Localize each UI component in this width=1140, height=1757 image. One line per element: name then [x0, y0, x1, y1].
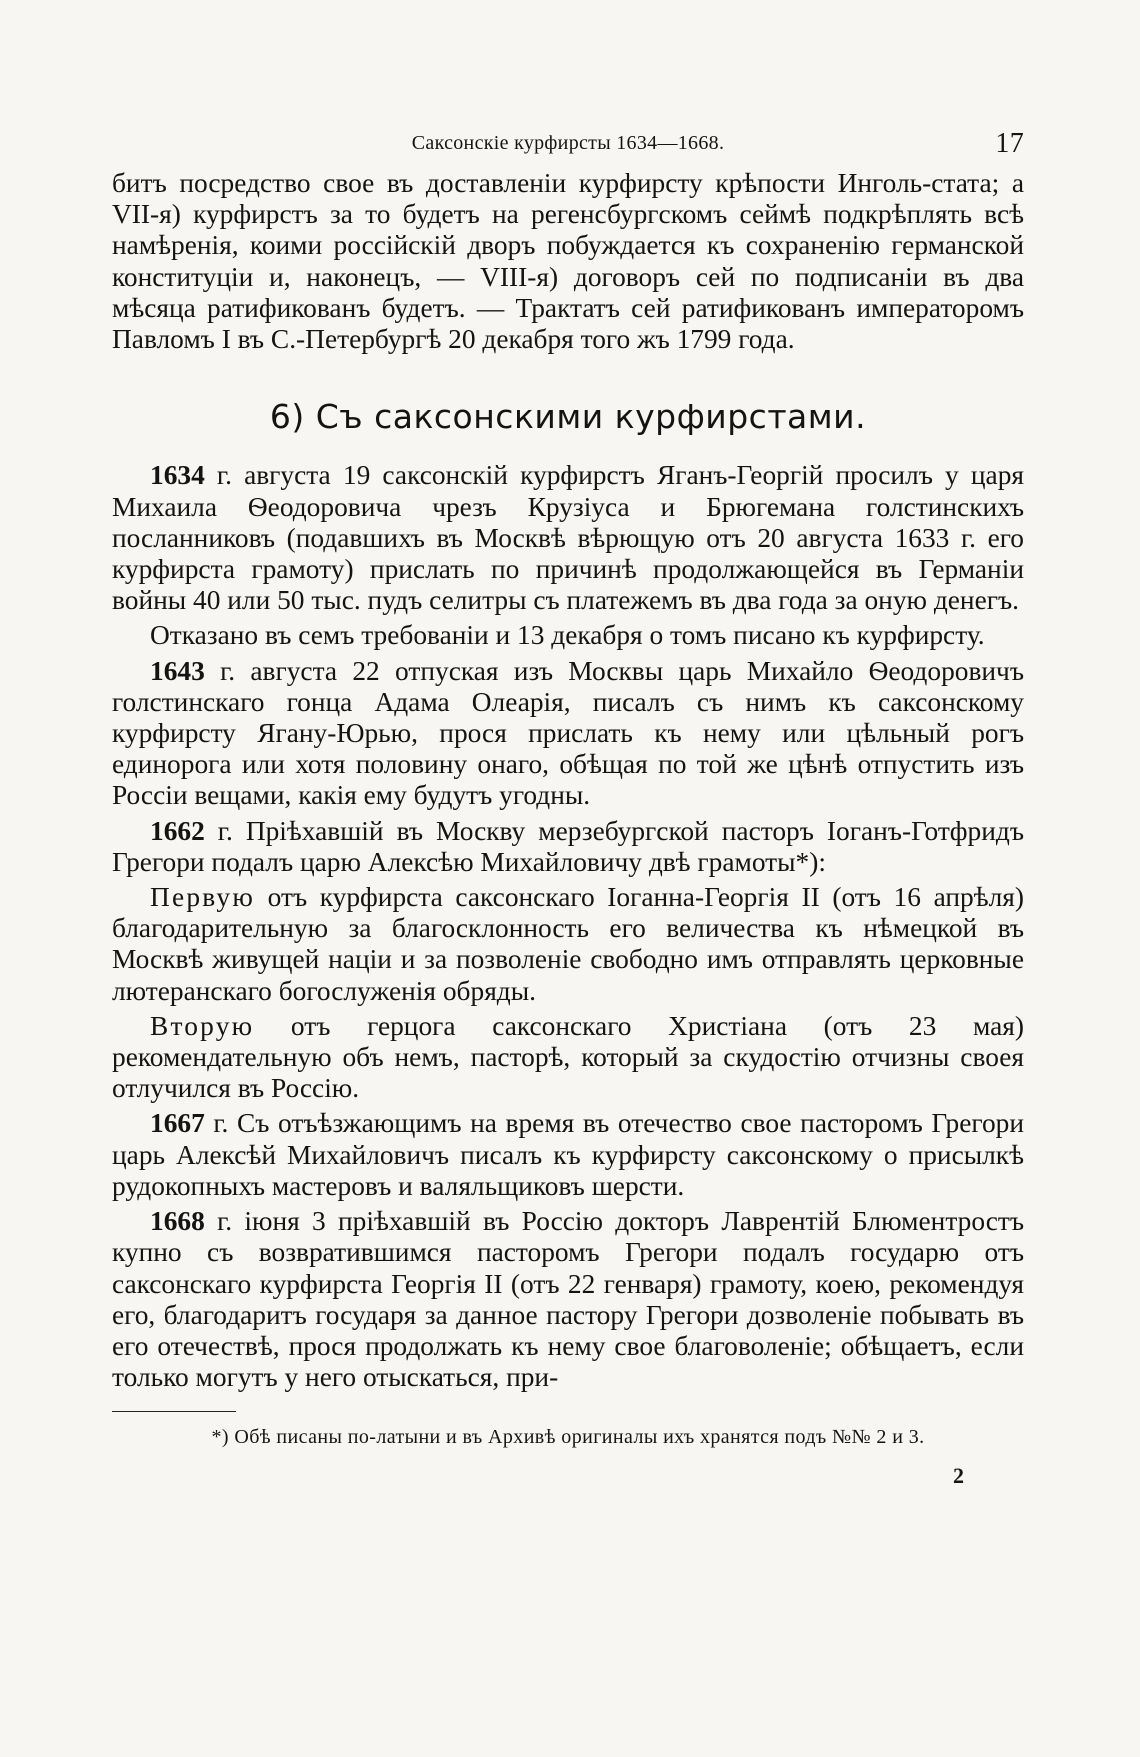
entry-1668: [112, 1206, 1024, 1393]
second-letter-lead: Вторую: [150, 1010, 255, 1041]
second-letter-paragraph: [112, 1011, 1024, 1105]
entry-year: 1667: [150, 1108, 205, 1139]
entry-1667: [112, 1108, 1024, 1202]
entry-text: г. іюня 3 пріѣхавшій въ Россію докторъ Лаврентій Блюментростъ купно съ возвратившимся пасторомъ Грегори подалъ государю отъ саксонскаго курфирста Георгія II (отъ 22 генваря) грамоту, коею, рекомендуя его, благодаритъ государя за данное пастору Грегори дозволеніе побывать въ его отечествѣ, прося продолжать къ нему свое благоволеніе; обѣщаетъ, если только могутъ у него отыскаться, при-: [112, 1206, 1024, 1393]
second-letter-text: отъ герцога саксонскаго Христіана (отъ 23 мая) рекомендательную объ немъ, пасторѣ, который за скудостію отчизны своея отлучился въ Россію.: [112, 1010, 1024, 1104]
intro-paragraph: битъ посредство свое въ доставленіи курфирсту крѣпости Инголь-стата; а VII-я) курфирстъ за то будетъ на регенсбургскомъ сеймѣ подкрѣплять всѣ намѣренія, коими россійскій дворъ побуждается къ сохраненію германской конституціи и, наконецъ, — VIII-я) договоръ сей по подписаніи въ два мѣсяца ратификованъ будетъ. — Трактатъ сей ратификованъ императоромъ Павломъ I въ С.-Петербургѣ 20 декабря того жъ 1799 года.: [112, 168, 1024, 355]
first-letter-lead: Первую: [150, 882, 255, 913]
entry-refusal: [112, 620, 1024, 651]
entry-1643: [112, 656, 1024, 812]
first-letter-text: отъ курфирста саксонскаго Іоганна-Георгія II (отъ 16 апрѣля) благодарительную за благосклонность его величества къ нѣмецкой въ Москвѣ живущей націи и за позволеніе свободно имъ отправлять церковные лютеранскаго богослуженія обряды.: [112, 882, 1024, 1006]
footnote: *) Обѣ писаны по-латыни и въ Архивѣ оригиналы ихъ хранятся подъ №№ 2 и 3.: [211, 1426, 925, 1449]
entry-1634: [112, 460, 1024, 616]
entry-text: г. августа 19 саксонскій курфирстъ Яганъ-Георгій просилъ у царя Михаила Ѳеодоровича чрезъ Крузіуса и Брюгемана голстинскихъ посланниковъ (подавшихъ въ Москвѣ вѣрющую отъ 20 августа 1633 г. его курфирста грамоту) прислать по причинѣ продолжающейся въ Германіи войны 40 или 50 тыс. пудъ селитры съ платежемъ въ два года за оную денегъ.: [112, 460, 1024, 616]
running-title: Саксонскіе курфирсты 1634—1668.: [411, 132, 725, 154]
entry-year: 1643: [150, 655, 205, 686]
entry-text: г. Пріѣхавшій въ Москву мерзебургской пасторъ Іоганъ-Готфридъ Грегори подалъ царю Алексѣю Михайловичу двѣ грамоты*):: [112, 815, 1024, 877]
body-text: [112, 168, 1024, 1393]
entry-text: Отказано въ семъ требованіи и 13 декабря о томъ писано къ курфирсту.: [150, 620, 985, 651]
book-page: [112, 128, 1024, 1489]
entry-text: г. Съ отъѣзжающимъ на время въ отечество свое пасторомъ Грегори царь Алексѣй Михайловичъ писалъ къ курфирсту саксонскому о присылкѣ рудокопныхъ мастеровъ и валяльщиковъ шерсти.: [112, 1108, 1024, 1201]
footnote-divider: [112, 1411, 236, 1412]
entry-text: г. августа 22 отпуская изъ Москвы царь Михайло Ѳеодоровичъ голстинскаго гонца Адама Олеарія, писалъ съ нимъ къ саксонскому курфирсту Ягану-Юрью, прося прислать къ нему или цѣльный рогъ единорога или хотя половину онаго, обѣщая по той же цѣнѣ отпустить изъ Россіи вещами, какія ему будутъ угодны.: [112, 655, 1024, 811]
entry-1662: [112, 816, 1024, 878]
first-letter-paragraph: [112, 882, 1024, 1007]
entry-year: 1662: [150, 815, 205, 846]
entry-year: 1668: [150, 1206, 205, 1237]
entry-year: 1634: [150, 460, 205, 491]
section-heading: 6) Съ саксонскими курфирстами.: [269, 397, 867, 437]
running-head: [112, 128, 1024, 168]
page-number: 17: [995, 128, 1024, 159]
signature-mark: 2: [953, 1463, 964, 1489]
